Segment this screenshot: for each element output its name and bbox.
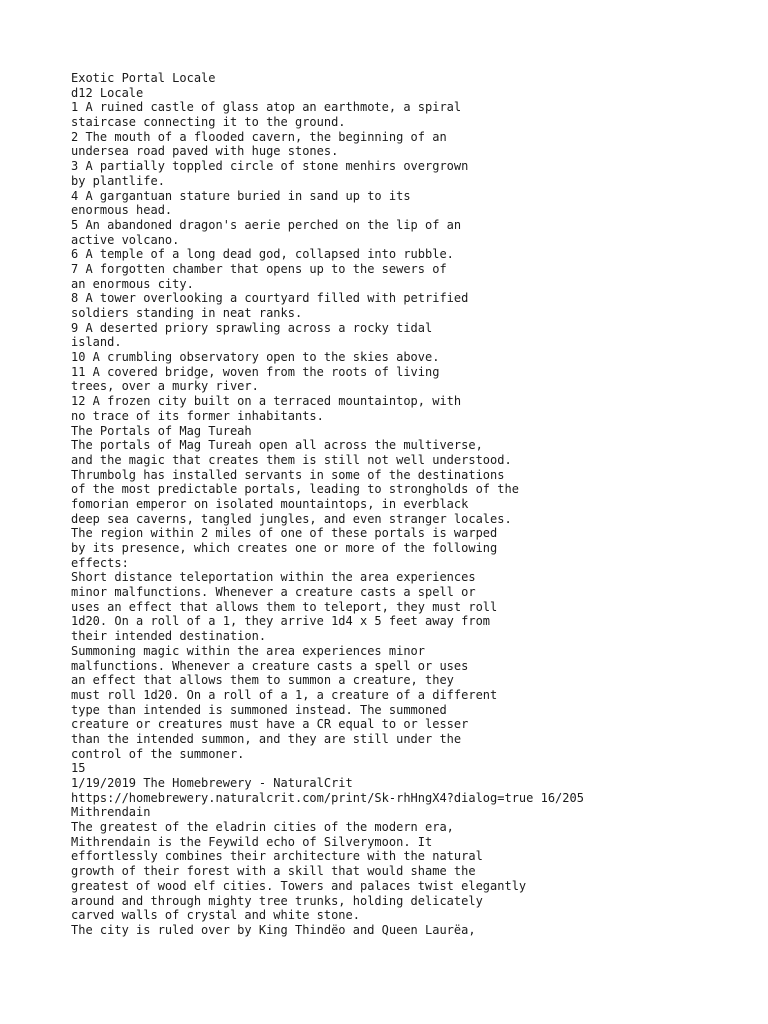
paragraph-line: around and through mighty tree trunks, holding delicately: [71, 893, 483, 908]
table-header: d12 Locale: [71, 85, 144, 100]
table-row-5: 5 An abandoned dragon's aerie perched on the lip of an: [71, 217, 462, 232]
table-row-9-cont: island.: [71, 335, 122, 350]
table-row-11: 11 A covered bridge, woven from the roots of living: [71, 364, 440, 379]
section-heading-portals-of-mag-tureah: The Portals of Mag Tureah: [71, 423, 252, 438]
paragraph-line: growth of their forest with a skill that would shame the: [71, 864, 476, 879]
paragraph-line: deep sea caverns, tangled jungles, and even stranger locales.: [71, 511, 512, 526]
paragraph-line: effortlessly combines their architecture with the natural: [71, 849, 483, 864]
effect-summoning-line: creature or creatures must have a CR equal to or lesser: [71, 717, 469, 732]
paragraph-line: fomorian emperor on isolated mountaintops, in everblack: [71, 496, 469, 511]
table-row-3-cont: by plantlife.: [71, 173, 165, 188]
table-row-2-cont: undersea road paved with huge stones.: [71, 144, 339, 159]
table-row-4: 4 A gargantuan stature buried in sand up to its: [71, 188, 411, 203]
table-row-3: 3 A partially toppled circle of stone menhirs overgrown: [71, 159, 469, 174]
paragraph-line: The city is ruled over by King Thindëo and Queen Laurëa,: [71, 922, 476, 937]
paragraph-line: of the most predictable portals, leading to strongholds of the: [71, 482, 519, 497]
effect-summoning-line: an effect that allows them to summon a creature, they: [71, 673, 454, 688]
section-heading-mithrendain: Mithrendain: [71, 805, 151, 820]
table-row-12-cont: no trace of its former inhabitants.: [71, 408, 324, 423]
effect-summoning-line: Summoning magic within the area experiences minor: [71, 643, 426, 658]
effect-summoning-line: malfunctions. Whenever a creature casts a spell or uses: [71, 658, 469, 673]
paragraph-line: by its presence, which creates one or more of the following: [71, 541, 498, 555]
table-row-10: 10 A crumbling observatory open to the skies above.: [71, 350, 440, 365]
table-row-7-cont: an enormous city.: [71, 276, 194, 291]
paragraph-line: effects:: [71, 555, 129, 570]
table-row-2: 2 The mouth of a flooded cavern, the beginning of an: [71, 129, 447, 144]
effect-summoning-line: must roll 1d20. On a roll of a 1, a creature of a different: [71, 687, 498, 702]
section-heading-exotic-portal-locale: Exotic Portal Locale: [71, 71, 216, 85]
print-header-date-title: 1/19/2019 The Homebrewery - NaturalCrit: [71, 776, 353, 790]
effect-teleportation-line: 1d20. On a roll of a 1, they arrive 1d4 x 5 feet away from: [71, 614, 491, 629]
table-row-8: 8 A tower overlooking a courtyard filled with petrified: [71, 291, 469, 306]
table-row-4-cont: enormous head.: [71, 203, 173, 218]
page-number: 15: [71, 761, 86, 776]
paragraph-line: greatest of wood elf cities. Towers and palaces twist elegantly: [71, 878, 527, 893]
effect-summoning-line: control of the summoner.: [71, 746, 245, 761]
paragraph-line: The portals of Mag Tureah open all across the multiverse,: [71, 438, 483, 453]
table-row-9: 9 A deserted priory sprawling across a rocky tidal: [71, 320, 433, 335]
paragraph-line: carved walls of crystal and white stone.: [71, 908, 360, 923]
effect-teleportation-line: minor malfunctions. Whenever a creature casts a spell or: [71, 585, 476, 600]
table-row-1-cont: staircase connecting it to the ground.: [71, 115, 346, 130]
table-row-12: 12 A frozen city built on a terraced mountaintop, with: [71, 394, 462, 409]
table-row-7: 7 A forgotten chamber that opens up to the sewers of: [71, 261, 447, 276]
table-row-5-cont: active volcano.: [71, 232, 180, 247]
table-row-6: 6 A temple of a long dead god, collapsed into rubble.: [71, 247, 454, 262]
table-row-11-cont: trees, over a murky river.: [71, 379, 259, 394]
print-header-url: https://homebrewery.naturalcrit.com/print/Sk-rhHngX4?dialog=true 16/205: [71, 790, 584, 805]
table-row-1: 1 A ruined castle of glass atop an earthmote, a spiral: [71, 100, 462, 115]
table-row-8-cont: soldiers standing in neat ranks.: [71, 306, 303, 320]
effect-teleportation-line: uses an effect that allows them to teleport, they must roll: [71, 599, 498, 614]
paragraph-line: Thrumbolg has installed servants in some of the destinations: [71, 467, 505, 482]
effect-summoning-line: type than intended is summoned instead. The summoned: [71, 702, 447, 717]
document-page: [71, 71, 761, 938]
paragraph-line: and the magic that creates them is still not well understood.: [71, 452, 512, 467]
paragraph-line: The region within 2 miles of one of these portals is warped: [71, 526, 498, 541]
paragraph-line: Mithrendain is the Feywild echo of Silverymoon. It: [71, 834, 433, 849]
effect-summoning-line: than the intended summon, and they are still under the: [71, 731, 462, 746]
effect-teleportation-line: their intended destination.: [71, 629, 267, 644]
paragraph-line: The greatest of the eladrin cities of the modern era,: [71, 820, 454, 835]
effect-teleportation-line: Short distance teleportation within the area experiences: [71, 570, 476, 585]
